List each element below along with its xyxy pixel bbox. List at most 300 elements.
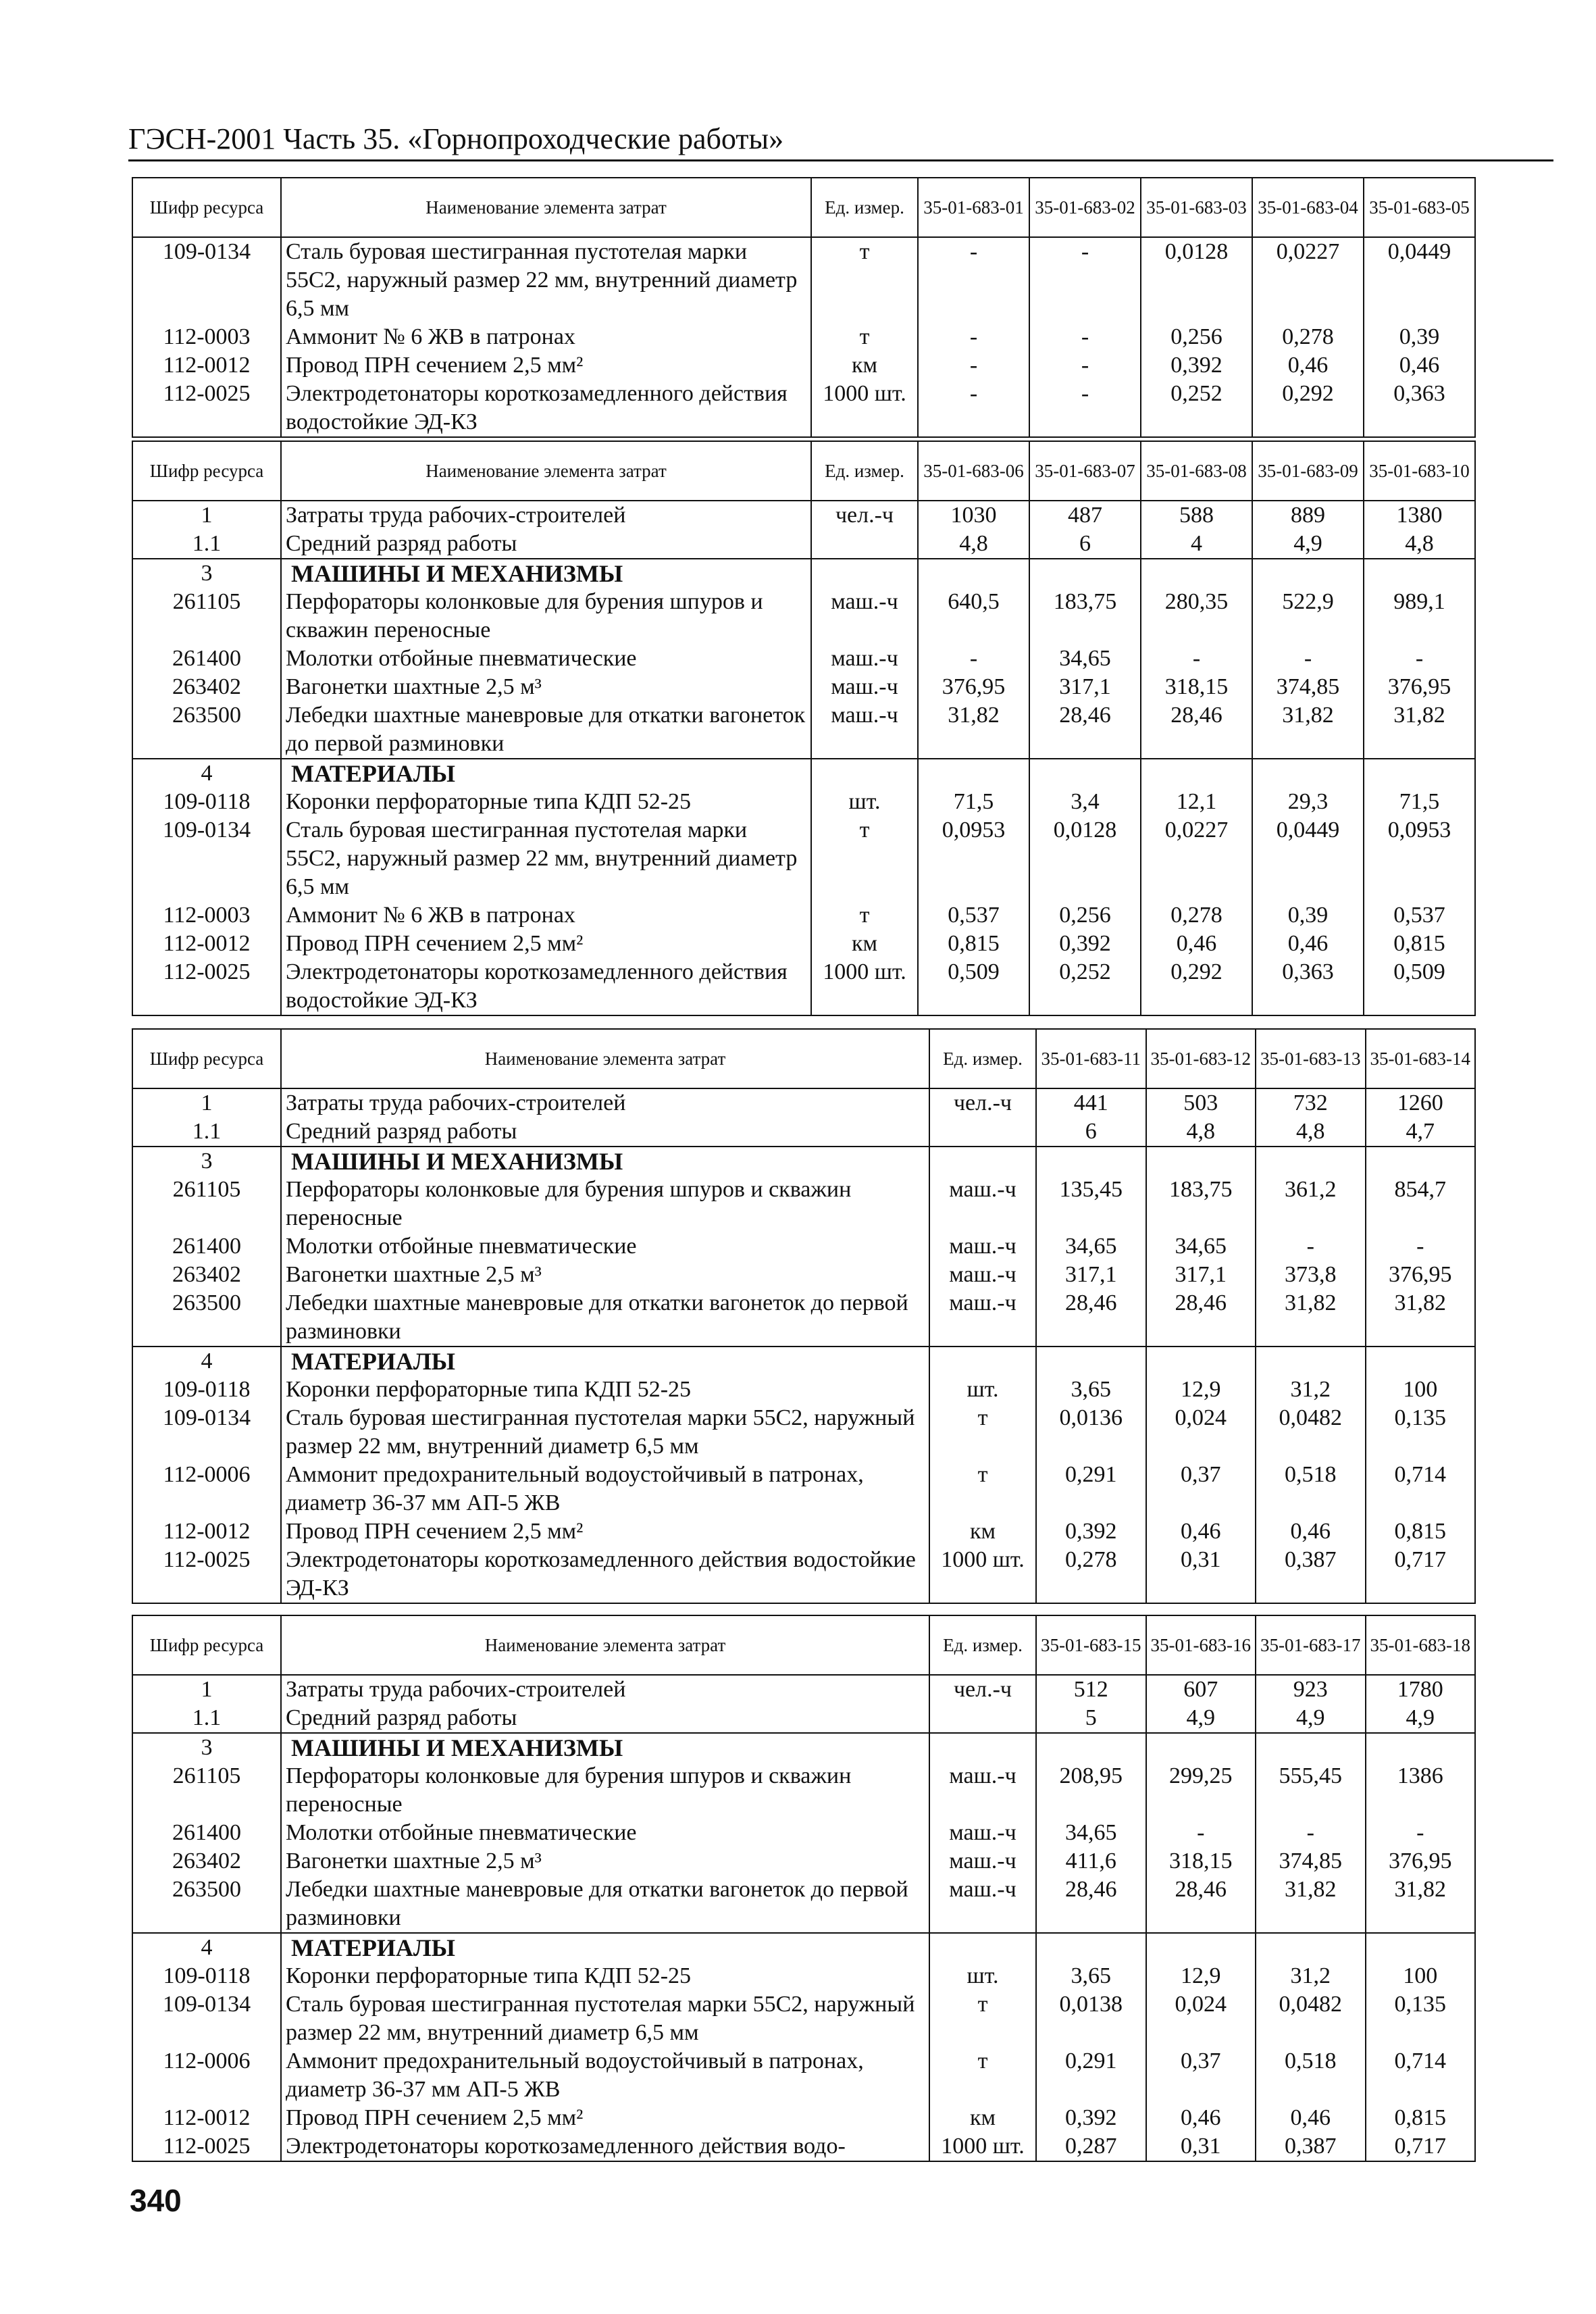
resource-code: 112-0025 — [132, 380, 281, 437]
value-cell: 0,46 — [1364, 351, 1475, 380]
value-cell: 12,1 — [1141, 788, 1252, 816]
resource-code: 112-0025 — [132, 2132, 281, 2161]
norm-code-header: 35-01-683-03 — [1141, 178, 1252, 237]
unit-cell — [929, 1933, 1036, 1962]
value-cell: 361,2 — [1256, 1176, 1366, 1232]
value-cell: 0,256 — [1141, 323, 1252, 351]
resource-code: 263402 — [132, 1261, 281, 1289]
section-row — [132, 1933, 1475, 1962]
value-cell: - — [918, 323, 1029, 351]
unit-cell: км — [929, 2104, 1036, 2132]
value-cell: 376,95 — [1364, 673, 1475, 701]
resource-code: 263402 — [132, 673, 281, 701]
resource-row — [132, 1261, 1475, 1289]
value-cell — [1252, 559, 1364, 588]
resource-row — [132, 1517, 1475, 1546]
code-column-header: Шифр ресурса — [132, 1615, 281, 1675]
unit-cell: км — [811, 351, 918, 380]
resource-row — [132, 2104, 1475, 2132]
value-cell: 0,0128 — [1029, 816, 1141, 901]
unit-cell: чел.-ч — [811, 501, 918, 530]
value-cell: 0,278 — [1141, 901, 1252, 930]
resource-code: 112-0012 — [132, 351, 281, 380]
value-cell: 0,024 — [1146, 1404, 1256, 1461]
unit-cell: маш.-ч — [929, 1176, 1036, 1232]
resource-row — [132, 1376, 1475, 1404]
norm-code-header: 35-01-683-04 — [1252, 178, 1364, 237]
value-cell: 183,75 — [1146, 1176, 1256, 1232]
section-row — [132, 1147, 1475, 1176]
value-cell: 0,287 — [1036, 2132, 1146, 2161]
value-cell — [1256, 1733, 1366, 1762]
unit-cell: маш.-ч — [929, 1261, 1036, 1289]
section-title: МАТЕРИАЛЫ — [281, 759, 811, 788]
resource-row — [132, 1990, 1475, 2047]
norm-table-1 — [132, 177, 1474, 438]
value-cell: 34,65 — [1036, 1819, 1146, 1847]
section-row — [132, 1347, 1475, 1376]
resource-name: Лебедки шахтные маневровые для откатки вагонеток до первой разминовки — [281, 1876, 929, 1933]
value-cell: 0,0227 — [1141, 816, 1252, 901]
value-cell: - — [1256, 1232, 1366, 1261]
value-cell: 4,8 — [918, 530, 1029, 559]
value-cell: 1380 — [1364, 501, 1475, 530]
norm-code-header: 35-01-683-10 — [1364, 441, 1475, 501]
value-cell: 1386 — [1366, 1762, 1476, 1819]
resource-row — [132, 2047, 1475, 2104]
unit-cell — [929, 1117, 1036, 1147]
value-cell: 0,392 — [1036, 2104, 1146, 2132]
resource-code: 112-0025 — [132, 958, 281, 1015]
resource-name: Сталь буровая шестигранная пустотелая марки 55С2, наружный размер 22 мм, внутренний диаметр 6,5 мм — [281, 1404, 929, 1461]
unit-cell — [811, 530, 918, 559]
resource-table — [132, 441, 1476, 1016]
resource-code: 112-0006 — [132, 2047, 281, 2104]
resource-name: Лебедки шахтные маневровые для откатки вагонеток до первой разминовки — [281, 1289, 929, 1347]
unit-cell: маш.-ч — [929, 1847, 1036, 1876]
unit-cell: т — [811, 901, 918, 930]
value-cell: 318,15 — [1146, 1847, 1256, 1876]
norm-code-header: 35-01-683-14 — [1366, 1029, 1476, 1088]
resource-row — [132, 645, 1475, 673]
resource-name: Сталь буровая шестигранная пустотелая марки 55С2, наружный размер 22 мм, внутренний диаметр 6,5 мм — [281, 1990, 929, 2047]
value-cell: - — [1141, 645, 1252, 673]
value-cell — [1029, 759, 1141, 788]
value-cell: 31,82 — [1366, 1876, 1476, 1933]
resource-name: Коронки перфораторные типа КДП 52-25 — [281, 1376, 929, 1404]
value-cell: 4,8 — [1256, 1117, 1366, 1147]
norm-code-header: 35-01-683-01 — [918, 178, 1029, 237]
value-cell: 34,65 — [1029, 645, 1141, 673]
resource-code: 109-0134 — [132, 237, 281, 323]
value-cell: - — [1029, 237, 1141, 323]
resource-name: Средний разряд работы — [281, 1117, 929, 1147]
resource-code: 261105 — [132, 1762, 281, 1819]
value-cell — [1141, 759, 1252, 788]
value-cell: 0,387 — [1256, 1546, 1366, 1603]
resource-code: 261400 — [132, 1819, 281, 1847]
resource-name: Молотки отбойные пневматические — [281, 1819, 929, 1847]
norm-code-header: 35-01-683-07 — [1029, 441, 1141, 501]
resource-name: Электродетонаторы короткозамедленного действия водо- — [281, 2132, 929, 2161]
resource-name: Аммонит предохранительный водоустойчивый в патронах, диаметр 36-37 мм АП-5 ЖВ — [281, 2047, 929, 2104]
norm-code-header: 35-01-683-05 — [1364, 178, 1475, 237]
value-cell: 376,95 — [1366, 1847, 1476, 1876]
value-cell: 100 — [1366, 1376, 1476, 1404]
value-cell — [918, 559, 1029, 588]
value-cell: 31,82 — [1256, 1876, 1366, 1933]
resource-code: 109-0118 — [132, 788, 281, 816]
norm-table-2 — [132, 441, 1474, 1016]
value-cell: 6 — [1036, 1117, 1146, 1147]
value-cell: - — [1252, 645, 1364, 673]
resource-row — [132, 588, 1475, 645]
value-cell: 487 — [1029, 501, 1141, 530]
resource-row — [132, 351, 1475, 380]
norm-table-4 — [132, 1615, 1474, 2162]
value-cell: 0,46 — [1252, 930, 1364, 958]
value-cell: 0,292 — [1141, 958, 1252, 1015]
value-cell — [1146, 1933, 1256, 1962]
resource-code: 112-0025 — [132, 1546, 281, 1603]
resource-row — [132, 380, 1475, 437]
value-cell: 34,65 — [1146, 1232, 1256, 1261]
unit-cell — [811, 759, 918, 788]
resource-code: 4 — [132, 1347, 281, 1376]
unit-cell: чел.-ч — [929, 1675, 1036, 1704]
unit-cell — [929, 1147, 1036, 1176]
resource-name: Лебедки шахтные маневровые для откатки вагонеток до первой разминовки — [281, 701, 811, 759]
value-cell: 0,37 — [1146, 1461, 1256, 1517]
value-cell: - — [918, 380, 1029, 437]
resource-row — [132, 901, 1475, 930]
value-cell: 732 — [1256, 1088, 1366, 1117]
norm-code-header: 35-01-683-17 — [1256, 1615, 1366, 1675]
page-header: ГЭСН-2001 Часть 35. «Горнопроходческие работы» — [128, 120, 1553, 161]
value-cell — [1256, 1347, 1366, 1376]
resource-code: 109-0134 — [132, 1404, 281, 1461]
value-cell: 0,39 — [1252, 901, 1364, 930]
unit-cell: 1000 шт. — [811, 380, 918, 437]
norm-code-header: 35-01-683-06 — [918, 441, 1029, 501]
value-cell: 0,815 — [1366, 2104, 1476, 2132]
value-cell: 0,46 — [1146, 1517, 1256, 1546]
resource-name: Электродетонаторы короткозамедленного действия водостойкие ЭД-КЗ — [281, 958, 811, 1015]
unit-cell: 1000 шт. — [929, 2132, 1036, 2161]
value-cell: 0,387 — [1256, 2132, 1366, 2161]
unit-column-header: Ед. измер. — [811, 441, 918, 501]
value-cell: 0,363 — [1252, 958, 1364, 1015]
value-cell: 374,85 — [1256, 1847, 1366, 1876]
value-cell: 1030 — [918, 501, 1029, 530]
resource-row — [132, 1232, 1475, 1261]
value-cell: 854,7 — [1366, 1176, 1476, 1232]
value-cell: 0,0136 — [1036, 1404, 1146, 1461]
value-cell — [1036, 1733, 1146, 1762]
value-cell: 100 — [1366, 1962, 1476, 1990]
value-cell: 208,95 — [1036, 1762, 1146, 1819]
unit-cell: маш.-ч — [929, 1762, 1036, 1819]
resource-name: Электродетонаторы короткозамедленного действия водостойкие ЭД-КЗ — [281, 1546, 929, 1603]
resource-name: Вагонетки шахтные 2,5 м³ — [281, 673, 811, 701]
unit-cell: чел.-ч — [929, 1088, 1036, 1117]
value-cell — [1141, 559, 1252, 588]
resource-code: 1.1 — [132, 1704, 281, 1733]
resource-row — [132, 501, 1475, 530]
resource-code: 261105 — [132, 588, 281, 645]
resource-name: Аммонит № 6 ЖВ в патронах — [281, 323, 811, 351]
value-cell — [1364, 559, 1475, 588]
unit-cell: маш.-ч — [929, 1819, 1036, 1847]
resource-row — [132, 1461, 1475, 1517]
resource-name: Провод ПРН сечением 2,5 мм² — [281, 1517, 929, 1546]
value-cell: 31,82 — [918, 701, 1029, 759]
unit-cell — [929, 1347, 1036, 1376]
value-cell: 889 — [1252, 501, 1364, 530]
value-cell: 31,82 — [1252, 701, 1364, 759]
norm-code-header: 35-01-683-15 — [1036, 1615, 1146, 1675]
value-cell: 0,0482 — [1256, 1404, 1366, 1461]
resource-name: Затраты труда рабочих-строителей — [281, 1675, 929, 1704]
name-column-header: Наименование элемента затрат — [281, 1615, 929, 1675]
resource-name: Молотки отбойные пневматические — [281, 1232, 929, 1261]
norm-code-header: 35-01-683-11 — [1036, 1029, 1146, 1088]
value-cell: 299,25 — [1146, 1762, 1256, 1819]
resource-name: Перфораторы колонковые для бурения шпуров и скважин переносные — [281, 588, 811, 645]
resource-code: 109-0118 — [132, 1962, 281, 1990]
resource-name: Затраты труда рабочих-строителей — [281, 1088, 929, 1117]
value-cell: 0,46 — [1252, 351, 1364, 380]
resource-code: 4 — [132, 1933, 281, 1962]
code-column-header: Шифр ресурса — [132, 441, 281, 501]
resource-row — [132, 673, 1475, 701]
name-column-header: Наименование элемента затрат — [281, 178, 811, 237]
value-cell: 5 — [1036, 1704, 1146, 1733]
value-cell: 135,45 — [1036, 1176, 1146, 1232]
value-cell: 3,4 — [1029, 788, 1141, 816]
unit-cell: маш.-ч — [929, 1876, 1036, 1933]
resource-code: 112-0012 — [132, 2104, 281, 2132]
value-cell: 0,292 — [1252, 380, 1364, 437]
value-cell — [1256, 1933, 1366, 1962]
resource-row — [132, 1762, 1475, 1819]
value-cell: 0,518 — [1256, 2047, 1366, 2104]
value-cell: 0,537 — [918, 901, 1029, 930]
value-cell: 441 — [1036, 1088, 1146, 1117]
value-cell — [918, 759, 1029, 788]
resource-code: 1 — [132, 501, 281, 530]
resource-name: Сталь буровая шестигранная пустотелая марки 55С2, наружный размер 22 мм, внутренний диаметр 6,5 мм — [281, 816, 811, 901]
resource-code: 109-0134 — [132, 816, 281, 901]
value-cell: 0,714 — [1366, 1461, 1476, 1517]
value-cell: 4,8 — [1146, 1117, 1256, 1147]
value-cell: 12,9 — [1146, 1962, 1256, 1990]
resource-code: 1.1 — [132, 1117, 281, 1147]
value-cell: 0,518 — [1256, 1461, 1366, 1517]
value-cell: 0,815 — [918, 930, 1029, 958]
value-cell: 0,0953 — [1364, 816, 1475, 901]
value-cell: 0,135 — [1366, 1990, 1476, 2047]
unit-column-header: Ед. измер. — [929, 1615, 1036, 1675]
value-cell: - — [1029, 351, 1141, 380]
resource-table — [132, 1028, 1476, 1604]
unit-cell: шт. — [929, 1376, 1036, 1404]
value-cell: - — [1366, 1232, 1476, 1261]
resource-row — [132, 1819, 1475, 1847]
resource-row — [132, 1546, 1475, 1603]
value-cell: - — [918, 645, 1029, 673]
resource-code: 3 — [132, 1147, 281, 1176]
value-cell: 280,35 — [1141, 588, 1252, 645]
unit-cell: 1000 шт. — [811, 958, 918, 1015]
value-cell: 0,291 — [1036, 2047, 1146, 2104]
value-cell: 0,0953 — [918, 816, 1029, 901]
value-cell — [1366, 1347, 1476, 1376]
resource-name: Аммонит предохранительный водоустойчивый в патронах, диаметр 36-37 мм АП-5 ЖВ — [281, 1461, 929, 1517]
value-cell: - — [1256, 1819, 1366, 1847]
value-cell: 28,46 — [1146, 1876, 1256, 1933]
resource-row — [132, 2132, 1475, 2161]
value-cell: 4,9 — [1256, 1704, 1366, 1733]
value-cell: 640,5 — [918, 588, 1029, 645]
resource-row — [132, 1704, 1475, 1733]
value-cell: 0,46 — [1146, 2104, 1256, 2132]
value-cell: 0,714 — [1366, 2047, 1476, 2104]
name-column-header: Наименование элемента затрат — [281, 1029, 929, 1088]
value-cell: 28,46 — [1146, 1289, 1256, 1347]
value-cell: 0,252 — [1141, 380, 1252, 437]
unit-cell — [929, 1704, 1036, 1733]
resource-row — [132, 1088, 1475, 1117]
value-cell: 522,9 — [1252, 588, 1364, 645]
value-cell: 0,392 — [1141, 351, 1252, 380]
value-cell — [1036, 1347, 1146, 1376]
value-cell: 0,278 — [1252, 323, 1364, 351]
value-cell — [1146, 1147, 1256, 1176]
value-cell — [1036, 1147, 1146, 1176]
value-cell: 3,65 — [1036, 1962, 1146, 1990]
value-cell: 0,0128 — [1141, 237, 1252, 323]
section-title: МАШИНЫ И МЕХАНИЗМЫ — [281, 1733, 929, 1762]
resource-name: Коронки перфораторные типа КДП 52-25 — [281, 788, 811, 816]
unit-cell: маш.-ч — [811, 588, 918, 645]
code-column-header: Шифр ресурса — [132, 1029, 281, 1088]
value-cell: 0,024 — [1146, 1990, 1256, 2047]
resource-code: 1 — [132, 1675, 281, 1704]
value-cell: 71,5 — [1364, 788, 1475, 816]
value-cell: 0,509 — [1364, 958, 1475, 1015]
resource-name: Средний разряд работы — [281, 530, 811, 559]
value-cell: 0,0227 — [1252, 237, 1364, 323]
value-cell: 0,46 — [1256, 2104, 1366, 2132]
norm-code-header: 35-01-683-12 — [1146, 1029, 1256, 1088]
unit-cell: 1000 шт. — [929, 1546, 1036, 1603]
resource-name: Провод ПРН сечением 2,5 мм² — [281, 930, 811, 958]
value-cell: 0,46 — [1256, 1517, 1366, 1546]
unit-cell: т — [929, 1461, 1036, 1517]
value-cell: 376,95 — [918, 673, 1029, 701]
value-cell: 4,9 — [1366, 1704, 1476, 1733]
resource-code: 261105 — [132, 1176, 281, 1232]
value-cell — [1366, 1733, 1476, 1762]
section-row — [132, 759, 1475, 788]
value-cell: 512 — [1036, 1675, 1146, 1704]
unit-cell: маш.-ч — [929, 1232, 1036, 1261]
resource-row — [132, 930, 1475, 958]
value-cell — [1146, 1733, 1256, 1762]
resource-row — [132, 788, 1475, 816]
value-cell: 376,95 — [1366, 1261, 1476, 1289]
resource-name: Провод ПРН сечением 2,5 мм² — [281, 351, 811, 380]
unit-cell: маш.-ч — [811, 673, 918, 701]
resource-table — [132, 177, 1476, 438]
resource-code: 109-0134 — [132, 1990, 281, 2047]
value-cell: 6 — [1029, 530, 1141, 559]
value-cell: - — [1029, 323, 1141, 351]
value-cell: 0,0482 — [1256, 1990, 1366, 2047]
resource-row — [132, 1176, 1475, 1232]
norm-table-3 — [132, 1028, 1474, 1604]
resource-row — [132, 1675, 1475, 1704]
value-cell: 0,278 — [1036, 1546, 1146, 1603]
unit-column-header: Ед. измер. — [929, 1029, 1036, 1088]
value-cell: 411,6 — [1036, 1847, 1146, 1876]
section-title: МАШИНЫ И МЕХАНИЗМЫ — [281, 1147, 929, 1176]
value-cell: 3,65 — [1036, 1376, 1146, 1404]
section-title: МАШИНЫ И МЕХАНИЗМЫ — [281, 559, 811, 588]
resource-name: Электродетонаторы короткозамедленного действия водостойкие ЭД-КЗ — [281, 380, 811, 437]
value-cell: 4,8 — [1364, 530, 1475, 559]
value-cell: 31,82 — [1256, 1289, 1366, 1347]
resource-row — [132, 323, 1475, 351]
value-cell: 317,1 — [1029, 673, 1141, 701]
value-cell: 923 — [1256, 1675, 1366, 1704]
value-cell: 607 — [1146, 1675, 1256, 1704]
resource-code: 112-0003 — [132, 323, 281, 351]
resource-row — [132, 237, 1475, 323]
resource-row — [132, 1876, 1475, 1933]
resource-name: Аммонит № 6 ЖВ в патронах — [281, 901, 811, 930]
value-cell: 0,815 — [1364, 930, 1475, 958]
norm-code-header: 35-01-683-13 — [1256, 1029, 1366, 1088]
header-row — [132, 178, 1475, 237]
value-cell: - — [918, 351, 1029, 380]
value-cell: 34,65 — [1036, 1232, 1146, 1261]
value-cell: 0,363 — [1364, 380, 1475, 437]
value-cell: 318,15 — [1141, 673, 1252, 701]
resource-row — [132, 701, 1475, 759]
value-cell: 317,1 — [1036, 1261, 1146, 1289]
value-cell: 1780 — [1366, 1675, 1476, 1704]
resource-row — [132, 1962, 1475, 1990]
section-title: МАТЕРИАЛЫ — [281, 1347, 929, 1376]
resource-name: Средний разряд работы — [281, 1704, 929, 1733]
resource-code: 3 — [132, 559, 281, 588]
value-cell: 555,45 — [1256, 1762, 1366, 1819]
value-cell: 4,9 — [1252, 530, 1364, 559]
resource-row — [132, 1404, 1475, 1461]
resource-name: Перфораторы колонковые для бурения шпуров и скважин переносные — [281, 1176, 929, 1232]
norm-code-header: 35-01-683-08 — [1141, 441, 1252, 501]
value-cell: 0,717 — [1366, 2132, 1476, 2161]
resource-table — [132, 1615, 1476, 2162]
resource-name: Сталь буровая шестигранная пустотелая марки 55С2, наружный размер 22 мм, внутренний диаметр 6,5 мм — [281, 237, 811, 323]
resource-code: 261400 — [132, 1232, 281, 1261]
code-column-header: Шифр ресурса — [132, 178, 281, 237]
unit-cell — [811, 559, 918, 588]
value-cell: 0,256 — [1029, 901, 1141, 930]
value-cell: 989,1 — [1364, 588, 1475, 645]
